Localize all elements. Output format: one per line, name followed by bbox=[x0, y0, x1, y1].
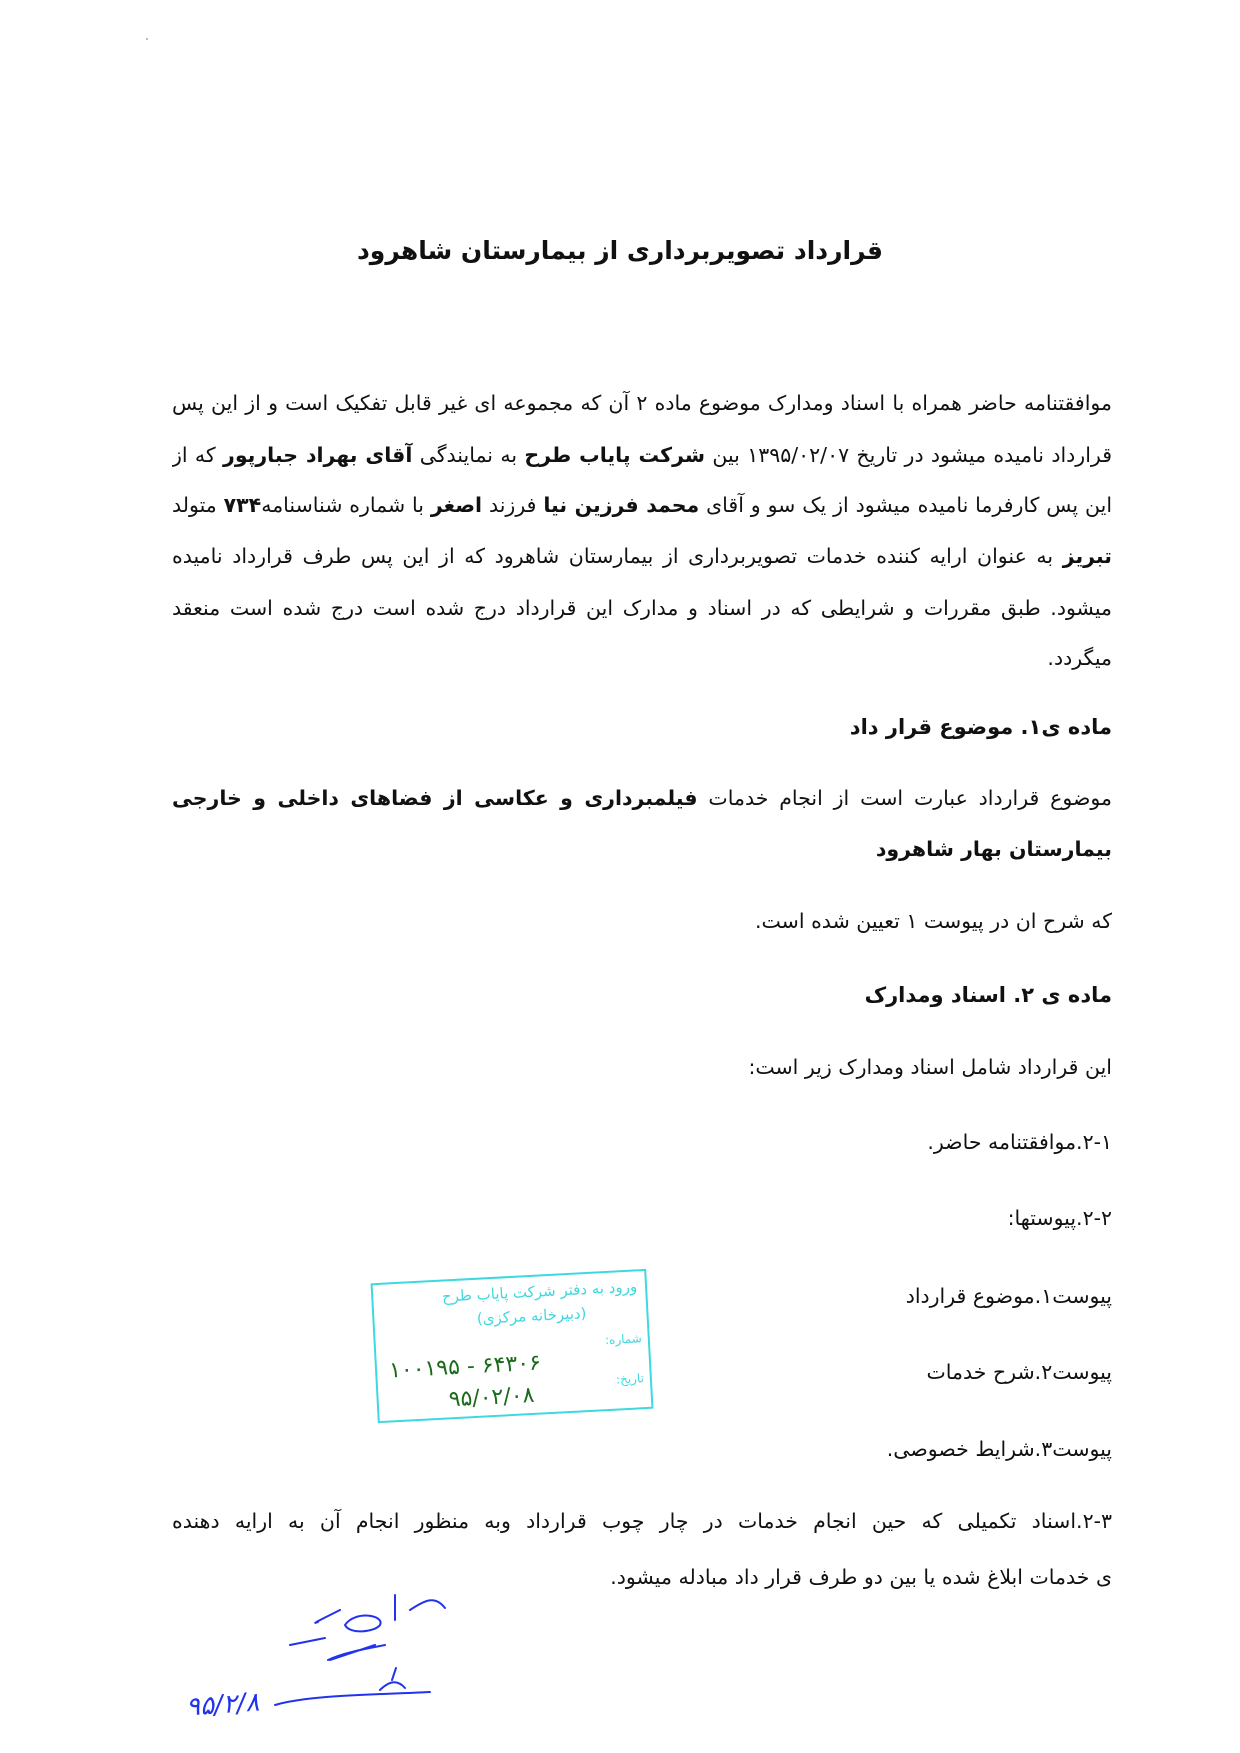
scan-speck bbox=[146, 38, 148, 40]
intro-line bbox=[172, 440, 1112, 470]
text-segment: پیوست۲.شرح خدمات bbox=[926, 1360, 1112, 1384]
intro-line bbox=[172, 541, 1112, 571]
stamp-office: ورود به دفتر شرکت پایاب طرح bbox=[441, 1277, 638, 1306]
text-segment: با شماره شناسنامه bbox=[261, 493, 431, 517]
text-segment: متولد bbox=[172, 493, 224, 517]
document-title: قرارداد تصویربرداری از بیمارستان شاهرود bbox=[356, 236, 884, 265]
article-2-line bbox=[926, 1357, 1112, 1387]
text-segment: موافقتنامه حاضر همراه با اسناد ومدارک موضوع ماده ۲ آن که مجموعه ای غیر قابل تفکیک است و از این پس bbox=[172, 391, 1112, 415]
text-segment: ی خدمات ابلاغ شده یا بین دو طرف قرار داد مبادله میشود. bbox=[610, 1565, 1112, 1589]
bold-text: تبریز bbox=[1062, 544, 1112, 568]
bold-text: آقای بهراد جبارپور bbox=[223, 443, 413, 467]
stamp-number: ۱۰۰۱۹۵ - ۶۴۳۰۶ bbox=[388, 1350, 542, 1384]
article-1-heading: ماده ی۱. موضوع قرار داد bbox=[849, 715, 1112, 739]
text-segment: این پس کارفرما نامیده میشود از یک سو و آقای bbox=[699, 493, 1112, 517]
article-1-line bbox=[876, 834, 1112, 864]
text-segment: میشود. طبق مقررات و شرایطی که در اسناد و مدارک این قرارداد درج شده است درج شده است منعقد bbox=[172, 596, 1112, 620]
handwritten-signature bbox=[170, 1580, 530, 1750]
bold-text: شرکت پایاب طرح bbox=[524, 443, 706, 467]
stamp-number-label: شماره: bbox=[604, 1331, 643, 1348]
text-segment: پیوست۳.شرایط خصوصی. bbox=[886, 1437, 1112, 1461]
intro-line bbox=[172, 593, 1112, 623]
intro-line bbox=[172, 388, 1112, 418]
stamp-department: (دبیرخانه مرکزی) bbox=[476, 1304, 587, 1328]
text-segment: پیوست۱.موضوع قرارداد bbox=[905, 1284, 1112, 1308]
intro-line bbox=[172, 490, 1112, 520]
text-segment: قرارداد نامیده میشود در تاریخ ۱۳۹۵/۰۲/۰۷ بین bbox=[705, 443, 1112, 467]
text-segment: ۲-۳.اسناد تکمیلی که حین انجام خدمات در چار چوب قرارداد وبه منظور انجام آن به ارایه دهنده bbox=[172, 1509, 1112, 1533]
bold-text: بیمارستان بهار شاهرود bbox=[875, 837, 1112, 861]
article-2-heading: ماده ی ۲. اسناد ومدارک bbox=[864, 983, 1112, 1007]
article-1-line bbox=[755, 906, 1112, 936]
article-2-line bbox=[887, 1434, 1112, 1464]
text-segment: که از bbox=[172, 443, 224, 467]
stamp-date: ۹۵/۰۲/۰۸ bbox=[448, 1382, 536, 1413]
text-segment: میگردد. bbox=[1047, 646, 1112, 670]
article-2-line bbox=[927, 1127, 1112, 1157]
article-2-line bbox=[610, 1562, 1112, 1592]
article-1-line bbox=[172, 783, 1112, 813]
bold-text: محمد فرزین نیا bbox=[543, 493, 700, 517]
article-2-line bbox=[906, 1281, 1112, 1311]
text-segment: ۲-۱.موافقتنامه حاضر. bbox=[927, 1130, 1112, 1154]
text-segment: ۲-۲.پیوستها: bbox=[1007, 1206, 1112, 1230]
text-segment: فرزند bbox=[482, 493, 544, 517]
article-2-line bbox=[172, 1506, 1112, 1536]
text-segment: که شرح ان در پیوست ۱ تعیین شده است. bbox=[755, 909, 1112, 933]
article-2-line bbox=[1008, 1203, 1112, 1233]
article-2-line bbox=[748, 1052, 1112, 1082]
text-segment: این قرارداد شامل اسناد ومدارک زیر است: bbox=[748, 1055, 1112, 1079]
intro-line bbox=[1047, 643, 1112, 673]
stamp-date-label: تاریخ: bbox=[615, 1371, 645, 1387]
received-stamp bbox=[371, 1269, 654, 1423]
text-segment: به عنوان ارایه کننده خدمات تصویربرداری از بیمارستان شاهرود که از این پس طرف قرارداد نامیده bbox=[172, 544, 1063, 568]
handwritten-date: ۹۵/۲/۸ bbox=[185, 1687, 261, 1723]
bold-text: ۷۳۴ bbox=[223, 493, 262, 517]
bold-text: فیلمبرداری و عکاسی از فضاهای داخلی و خارجی bbox=[172, 786, 698, 810]
text-segment: موضوع قرارداد عبارت است از انجام خدمات bbox=[697, 786, 1112, 810]
text-segment: به نمایندگی bbox=[412, 443, 525, 467]
bold-text: اصغر bbox=[430, 493, 483, 517]
